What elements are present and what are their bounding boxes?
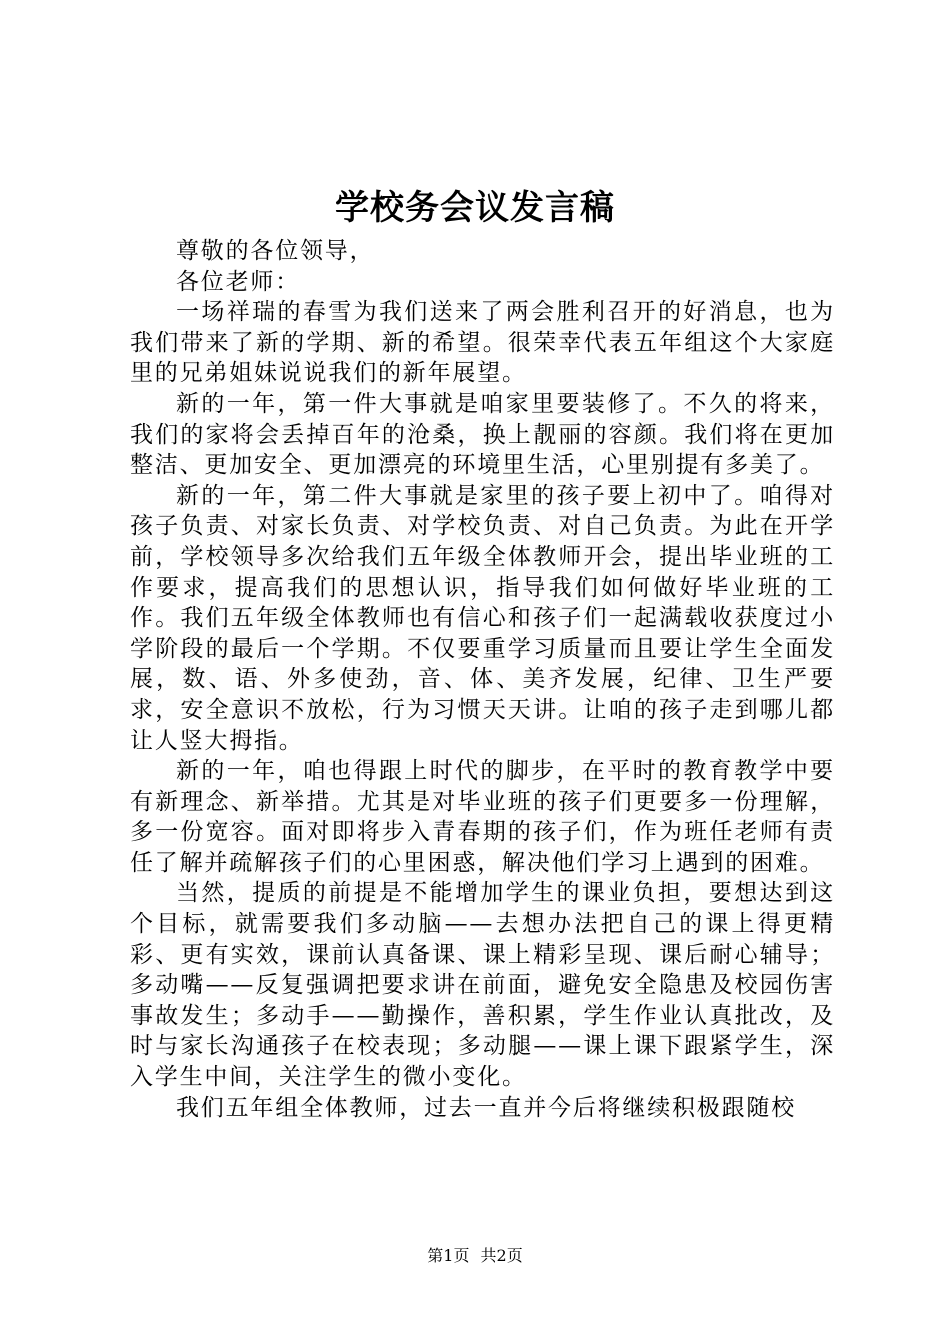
salutation-teachers: 各位老师： xyxy=(176,268,300,295)
page-number-total: 共2页 xyxy=(480,1246,523,1265)
paragraph-new-ideas: 新的一年，咱也得跟上时代的脚步，在平时的教育教学中要有新理念、新举措。尤其是对毕业班的孩子们更要多一份理解，多一份宽容。面对即将步入青春期的孩子们，作为班任老师有责任了解并疏解孩子们的心里困惑，解决他们学习上遇到的困难。 xyxy=(130,758,835,876)
paragraph-intro: 一场祥瑞的春雪为我们送来了两会胜利召开的好消息，也为我们带来了新的学期、新的希望。很荣幸代表五年组这个大家庭里的兄弟姐妹说说我们的新年展望。 xyxy=(130,299,835,387)
paragraph-renovation: 新的一年，第一件大事就是咱家里要装修了。不久的将来，我们的家将会丢掉百年的沧桑，换上靓丽的容颜。我们将在更加整洁、更加安全、更加漂亮的环境里生活，心里别提有多美了。 xyxy=(130,390,835,479)
salutation-leaders: 尊敬的各位领导， xyxy=(176,238,375,264)
paragraph-quality: 当然，提质的前提是不能增加学生的课业负担，要想达到这个目标，就需要我们多动脑——去想办法把自己的课上得更精彩、更有实效，课前认真备课、课上精彩呈现、课后耐心辅导；多动嘴——反复强调把要求讲在前面，避免安全隐患及校园伤害事故发生；多动手——勤操作，善积累，学生作业认真批改，及时与家长沟通孩子在校表现；多动腿——课上课下跟紧学生，深入学生中间，关注学生的微小变化。 xyxy=(130,880,835,1091)
document-body xyxy=(130,236,835,1123)
paragraph-graduation: 新的一年，第二件大事就是家里的孩子要上初中了。咱得对孩子负责、对家长负责、对学校负责、对自己负责。为此在开学前，学校领导多次给我们五年级全体教师开会，提出毕业班的工作要求，提高我们的思想认识，指导我们如何做好毕业班的工作。我们五年级全体教师也有信心和孩子们一起满载收获度过小学阶段的最后一个学期。不仅要重学习质量而且要让学生全面发展，数、语、外多使劲，音、体、美齐发展，纪律、卫生严要求，安全意识不放松，行为习惯天天讲。让咱的孩子走到哪儿都让人竖大拇指。 xyxy=(130,482,835,754)
page-number-current: 第1页 xyxy=(427,1246,470,1265)
page-footer xyxy=(0,1244,950,1268)
document-title: 学校务会议发言稿 xyxy=(335,188,615,228)
paragraph-closing-partial: 我们五年组全体教师，过去一直并今后将继续积极跟随校 xyxy=(176,1094,796,1121)
